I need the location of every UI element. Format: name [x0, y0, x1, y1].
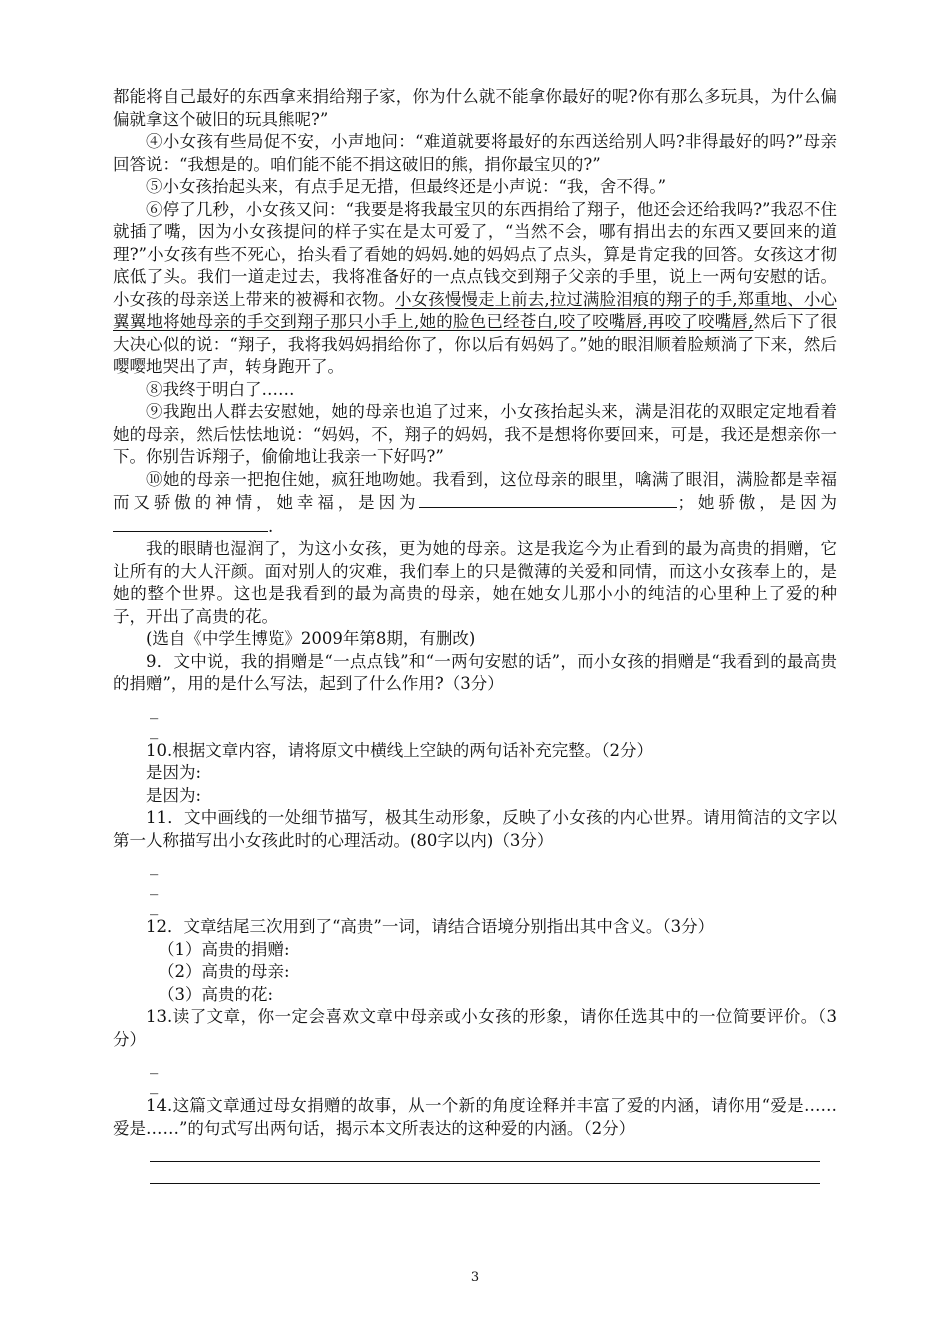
paragraph-10-period: .: [268, 516, 274, 536]
paragraph-6-text: ⑥停了几秒，小女孩又问：“我要是将我最宝贝的东西捐给了翔子，他还会还给我吗?”我忍不住就插了嘴，因为小女孩提问的样子实在是太可爱了，“当然不会，哪有捐出去的东西又要回来的道理?”小女孩有些不死心，抬头看了看她的妈妈.她的妈妈点了点头，算是肯定我的回答。女孩这才彻底低了头。我们一道走过去，我将准备好的一点点钱交到翔子父亲的手里，说上一两句安慰的话。小女孩的母亲送上带来的被褥和衣物。: [113, 199, 837, 309]
answer-line-q14-2[interactable]: [150, 1162, 820, 1184]
question-12-item-2[interactable]: （2）高贵的母亲:: [158, 962, 290, 981]
passage-paragraph-8: ⑧我终于明白了……: [146, 379, 295, 399]
passage-paragraph-10: [113, 469, 837, 539]
answer-line-q13-1[interactable]: _: [150, 1055, 159, 1074]
question-12-item-1[interactable]: （1）高贵的捐赠:: [158, 939, 290, 959]
answer-line-q11-1[interactable]: _: [150, 856, 159, 875]
paragraph-10-text-mid: ；她骄傲，是因为: [677, 493, 838, 512]
passage-paragraph-9: ⑨我跑出人群去安慰她，她的母亲也追了过来，小女孩抬起头来，满是泪花的双眼定定地看着她的母亲，然后怯怯地说：“妈妈，不，翔子的妈妈，我不是想将你要回来，可是，我还是想亲你一下。你别告诉翔子，偷偷地让我亲一下好吗?”: [113, 402, 837, 466]
answer-line-q13-2[interactable]: _: [150, 1075, 159, 1094]
passage-paragraph-4: ④小女孩有些局促不安，小声地问：“难道就要将最好的东西送给别人吗?非得最好的吗?”母亲回答说：“我想是的。咱们能不能不捐这破旧的熊，捐你最宝贝的?”: [113, 132, 837, 174]
question-10: 10.根据文章内容，请将原文中横线上空缺的两句话补充完整。（2分）: [146, 740, 653, 760]
answer-line-q9-1[interactable]: _: [150, 699, 159, 719]
answer-line-q9-2[interactable]: _: [150, 719, 159, 739]
question-9: 9．文中说，我的捐赠是“一点点钱”和“一两句安慰的话”，而小女孩的捐赠是“我看到的最高贵的捐赠”，用的是什么写法，起到了什么作用?（3分）: [113, 651, 837, 693]
paragraph-10-text: ⑩她的母亲一把抱住她，疯狂地吻她。我看到，这位母亲的眼里，噙满了眼泪，满脸都是幸福而又骄傲的神情，她幸福，是因为: [113, 469, 837, 512]
underlined-detail-description: 小女孩慢慢走上前去,拉过满脸泪痕的翔子的手,郑重地、小心翼翼地将她母亲的手交到翔子那只小手上,她的脸色已经苍白,咬了咬嘴唇,再咬了咬嘴唇,: [113, 289, 837, 331]
passage-source: (选自《中学生博览》2009年第8期，有删改): [146, 629, 476, 648]
document-content: [113, 86, 837, 1184]
answer-line-q14-1[interactable]: [150, 1140, 820, 1162]
passage-paragraph-6: [113, 199, 837, 379]
question-10-answer-2[interactable]: 是因为:: [146, 785, 202, 805]
passage-paragraph-continued: 都能将自己最好的东西拿来捐给翔子家，你为什么就不能拿你最好的呢?你有那么多玩具，为什么偏偏就拿这个破旧的玩具熊呢?”: [113, 87, 837, 129]
question-13: 13.读了文章，你一定会喜欢文章中母亲或小女孩的形象，请你任选其中的一位简要评价。（3分）: [113, 1007, 837, 1049]
fill-blank-2[interactable]: [113, 515, 268, 532]
paragraph-6-text-end: 然后下了很大决心似的说：“翔子，我将我妈妈捐给你了，你以后有妈妈了。”她的眼泪顺着脸颊淌了下来，然后嘤嘤地哭出了声，转身跑开了。: [113, 312, 838, 376]
question-12-item-3[interactable]: （3）高贵的花:: [158, 984, 274, 1004]
answer-line-q11-2[interactable]: _: [150, 876, 159, 895]
passage-paragraph-final: 我的眼睛也湿润了，为这小女孩，更为她的母亲。这是我迄今为止看到的最为高贵的捐赠，它让所有的大人汗颜。面对别人的灾难，我们奉上的只是微薄的关爱和同情，而这小女孩奉上的，是她的整个世界。这也是我看到的最为高贵的母亲，她在她女儿那小小的纯洁的心里种上了爱的种子，开出了高贵的花。: [113, 539, 837, 626]
answer-line-q11-3[interactable]: _: [150, 896, 159, 915]
question-10-answer-1[interactable]: 是因为:: [146, 763, 202, 782]
question-12: 12．文章结尾三次用到了“高贵”一词，请结合语境分别指出其中含义。（3分）: [146, 917, 715, 936]
question-14: 14.这篇文章通过母女捐赠的故事，从一个新的角度诠释并丰富了爱的内涵，请你用“爱是……爱是……”的句式写出两句话，揭示本文所表达的这种爱的内涵。（2分）: [113, 1096, 837, 1138]
question-11: 11．文中画线的一处细节描写，极其生动形象，反映了小女孩的内心世界。请用简洁的文字以第一人称描写出小女孩此时的心理活动。(80字以内)（3分）: [113, 808, 837, 850]
fill-blank-1[interactable]: [419, 491, 677, 508]
passage-paragraph-5: ⑤小女孩抬起头来，有点手足无措，但最终还是小声说：“我，舍不得。”: [146, 177, 667, 196]
page-number: 3: [470, 1270, 480, 1285]
